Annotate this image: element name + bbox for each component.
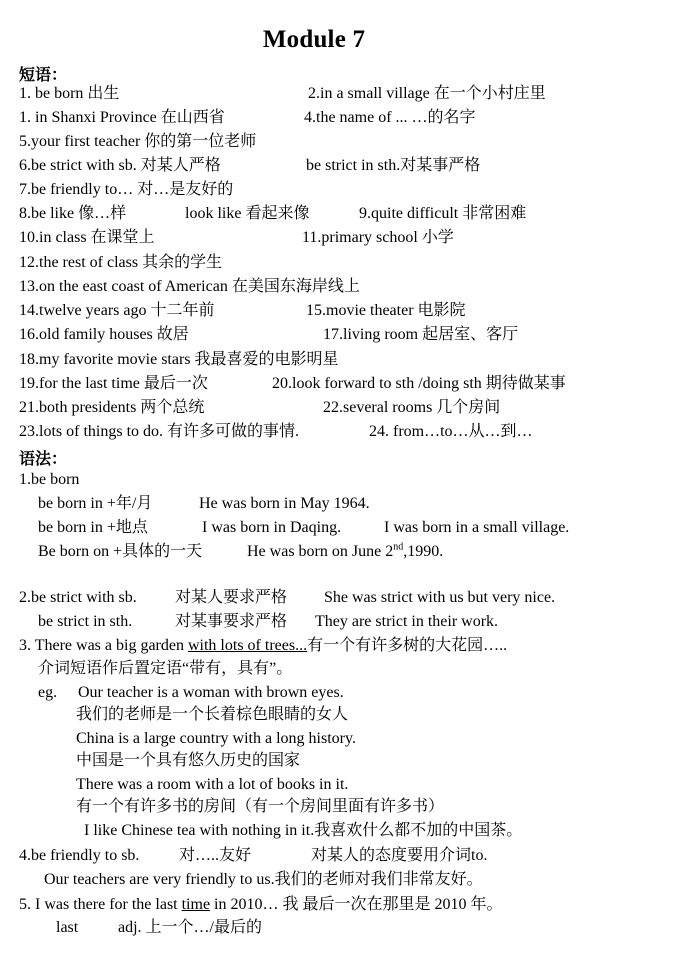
grammar-text: He was born on June 2nd,1990. [247, 541, 444, 560]
grammar-text: be born in +地点 [38, 519, 148, 536]
phrase-item: 14.twelve years ago 十二年前 [19, 302, 215, 319]
grammar-text: I like Chinese tea with nothing in it.我喜欢什么都不加的中国茶。 [84, 822, 523, 839]
grammar-text: 对某人的态度要用介词to. [311, 847, 488, 864]
grammar-text: Our teachers are very friendly to us.我们的老师对我们非常友好。 [44, 871, 483, 888]
phrase-item: 18.my favorite movie stars 我最喜爱的电影明星 [19, 351, 339, 368]
phrase-item: look like 看起来像 [185, 205, 310, 222]
grammar-text: I was born in Daqing. [202, 519, 342, 536]
phrase-item: 8.be like 像…样 [19, 205, 127, 222]
grammar-text: last [56, 919, 79, 936]
grammar-text: 有一个有许多书的房间（有一个房间里面有许多书） [76, 798, 445, 815]
phrase-item: 21.both presidents 两个总统 [19, 399, 205, 416]
phrase-item: 1. in Shanxi Province 在山西省 [19, 109, 225, 126]
phrase-item: 1. be born 出生 [19, 85, 120, 102]
phrases-heading: 短语： [19, 67, 68, 84]
grammar-text: eg. [38, 684, 58, 701]
grammar-text: 我们的老师是一个长着棕色眼睛的女人 [76, 706, 349, 723]
phrase-item: 9.quite difficult 非常困难 [359, 205, 527, 222]
grammar-text: There was a room with a lot of books in it. [76, 776, 349, 793]
grammar-text: 对某人要求严格 [175, 589, 288, 606]
grammar-text: 4.be friendly to sb. [19, 847, 140, 864]
phrase-item: 19.for the last time 最后一次 [19, 375, 208, 392]
phrase-item: 12.the rest of class 其余的学生 [19, 254, 223, 271]
grammar-text: I was born in a small village. [384, 519, 570, 536]
grammar-text: 介词短语作后置定语“带有，具有”。 [38, 660, 293, 677]
phrase-item: 24. from…to…从…到… [369, 423, 533, 440]
phrase-item: 22.several rooms 几个房间 [323, 399, 501, 416]
phrase-item: 16.old family houses 故居 [19, 326, 189, 343]
phrase-item: 15.movie theater 电影院 [306, 302, 466, 319]
grammar-text: They are strict in their work. [315, 613, 499, 630]
phrase-item: 11.primary school 小学 [302, 229, 454, 246]
phrase-item: 23.lots of things to do. 有许多可做的事情. [19, 423, 300, 440]
grammar-text: 2.be strict with sb. [19, 589, 137, 606]
phrase-item: 10.in class 在课堂上 [19, 229, 155, 246]
grammar-heading: 语法： [19, 451, 68, 468]
grammar-text: 中国是一个具有悠久历史的国家 [76, 752, 301, 769]
grammar-text: adj. 上一个…/最后的 [118, 919, 262, 936]
phrase-item: 2.in a small village 在一个小村庄里 [308, 85, 546, 102]
grammar-text: Be born on +具体的一天 [38, 543, 203, 560]
grammar-text: 3. There was a big garden with lots of trees...有一个有许多树的大花园….. [19, 637, 508, 654]
phrase-item: 13.on the east coast of American 在美国东海岸线上 [19, 278, 360, 295]
grammar-text: He was born in May 1964. [199, 495, 370, 512]
grammar-text: 5. I was there for the last time in 2010… 我 最后一次在那里是 2010 年。 [19, 896, 503, 913]
phrase-item: 6.be strict with sb. 对某人严格 [19, 157, 221, 174]
page-title: Module 7 [262, 26, 366, 53]
phrase-item: 17.living room 起居室、客厅 [323, 326, 519, 343]
phrase-item: 5.your first teacher 你的第一位老师 [19, 133, 257, 150]
grammar-text: 对某事要求严格 [175, 613, 288, 630]
grammar-text: 1.be born [19, 471, 80, 488]
grammar-text: be born in +年/月 [38, 495, 153, 512]
phrase-item: 4.the name of ... …的名字 [304, 109, 476, 126]
phrase-item: be strict in sth.对某事严格 [306, 157, 481, 174]
phrase-item: 20.look forward to sth /doing sth 期待做某事 [272, 375, 566, 392]
grammar-text: 对…..友好 [179, 847, 252, 864]
grammar-text: She was strict with us but very nice. [324, 589, 556, 606]
grammar-text: be strict in sth. [38, 613, 133, 630]
phrase-item: 7.be friendly to… 对…是友好的 [19, 181, 234, 198]
grammar-text: China is a large country with a long history. [76, 730, 356, 747]
grammar-text: Our teacher is a woman with brown eyes. [78, 684, 344, 701]
